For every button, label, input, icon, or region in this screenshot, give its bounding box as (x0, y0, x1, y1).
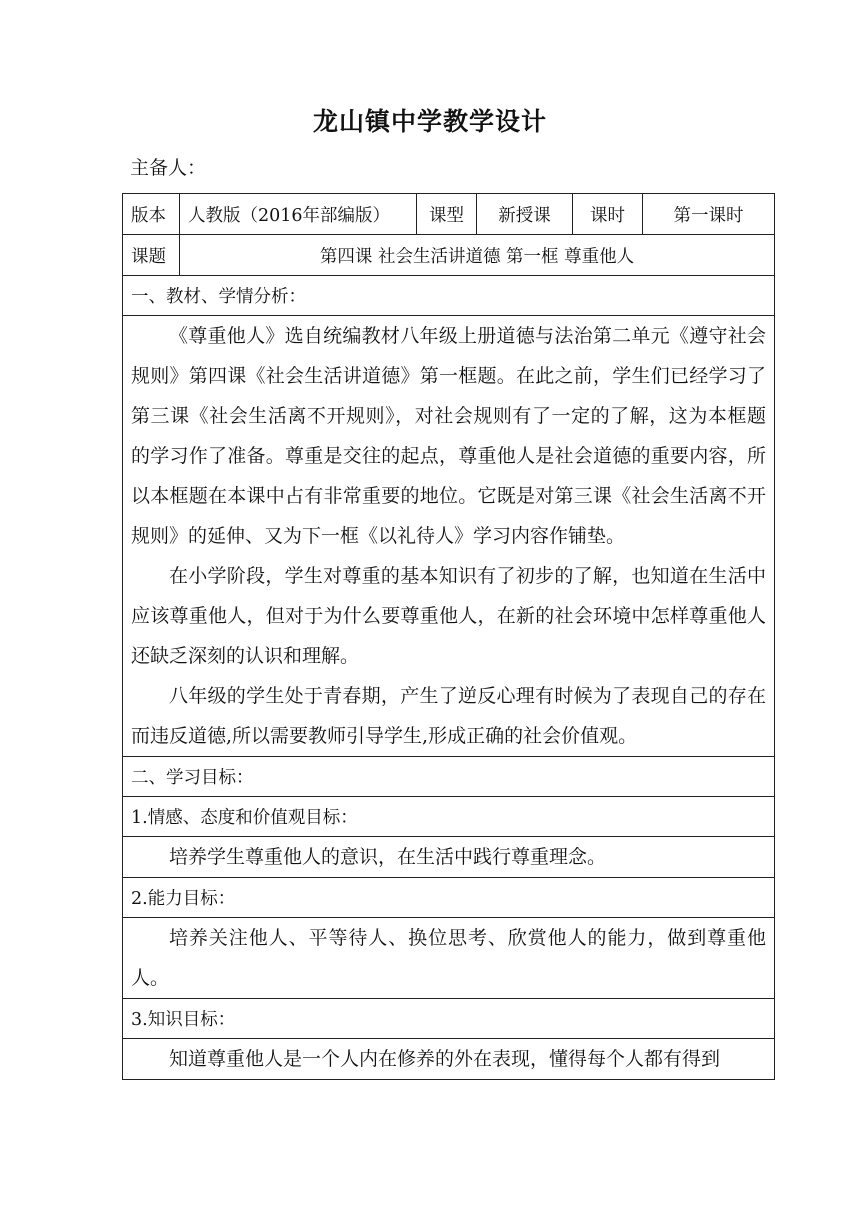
analysis-heading: 一、教材、学情分析： (123, 276, 775, 316)
goal2-heading: 2.能力目标： (123, 878, 775, 918)
topic-label: 课题 (123, 235, 180, 276)
goal1-heading-row (123, 797, 775, 837)
edition-label: 版本 (123, 194, 180, 235)
goal2-text-cell (123, 918, 775, 999)
section1-body-row (123, 316, 775, 757)
goal1-heading: 1.情感、态度和价值观目标： (123, 797, 775, 837)
lesson-type-value: 新授课 (477, 194, 573, 235)
lesson-type-label: 课型 (417, 194, 477, 235)
goals-heading: 二、学习目标： (123, 757, 775, 797)
topic-row (123, 235, 775, 276)
lesson-plan-table (122, 193, 775, 1080)
topic-value: 第四课 社会生活讲道德 第一框 尊重他人 (180, 235, 775, 276)
analysis-paragraph-1: 《尊重他人》选自统编教材八年级上册道德与法治第二单元《遵守社会规则》第四课《社会生活讲道德》第一框题。在此之前，学生们已经学习了第三课《社会生活离不开规则》，对社会规则有了一定的了解，这为本框题的学习作了准备。尊重是交往的起点，尊重他人是社会道德的重要内容，所以本框题在本课中占有非常重要的地位。它既是对第三课《社会生活离不开规则》的延伸、又为下一框《以礼待人》学习内容作铺垫。 (131, 325, 766, 547)
analysis-paragraph-3: 八年级的学生处于青春期，产生了逆反心理有时候为了表现自己的存在而违反道德,所以需要教师引导学生,形成正确的社会价值观。 (131, 685, 766, 747)
goal2-text: 培养关注他人、平等待人、换位思考、欣赏他人的能力，做到尊重他人。 (131, 927, 766, 989)
goal3-text-row (123, 1039, 775, 1080)
period-label: 课时 (573, 194, 643, 235)
goal3-text-cell (123, 1039, 775, 1080)
period-value: 第一课时 (643, 194, 775, 235)
goal3-text: 知道尊重他人是一个人内在修养的外在表现，懂得每个人都有得到 (169, 1048, 721, 1070)
analysis-body (123, 316, 775, 757)
section2-heading-row (123, 757, 775, 797)
preparer-label: 主备人： (130, 157, 207, 179)
goal2-text-row (123, 918, 775, 999)
analysis-paragraph-2: 在小学阶段，学生对尊重的基本知识有了初步的了解，也知道在生活中应该尊重他人，但对于为什么要尊重他人，在新的社会环境中怎样尊重他人还缺乏深刻的认识和理解。 (131, 565, 766, 667)
edition-value: 人教版（2016年部编版） (180, 194, 417, 235)
page-title: 龙山镇中学教学设计 (312, 107, 547, 136)
goal1-text-row (123, 837, 775, 878)
goal3-heading-row (123, 999, 775, 1039)
header-row (123, 194, 775, 235)
goal3-heading: 3.知识目标： (123, 999, 775, 1039)
section1-heading-row (123, 276, 775, 316)
goal1-text: 培养学生尊重他人的意识，在生活中践行尊重理念。 (169, 846, 607, 868)
goal1-text-cell (123, 837, 775, 878)
goal2-heading-row (123, 878, 775, 918)
